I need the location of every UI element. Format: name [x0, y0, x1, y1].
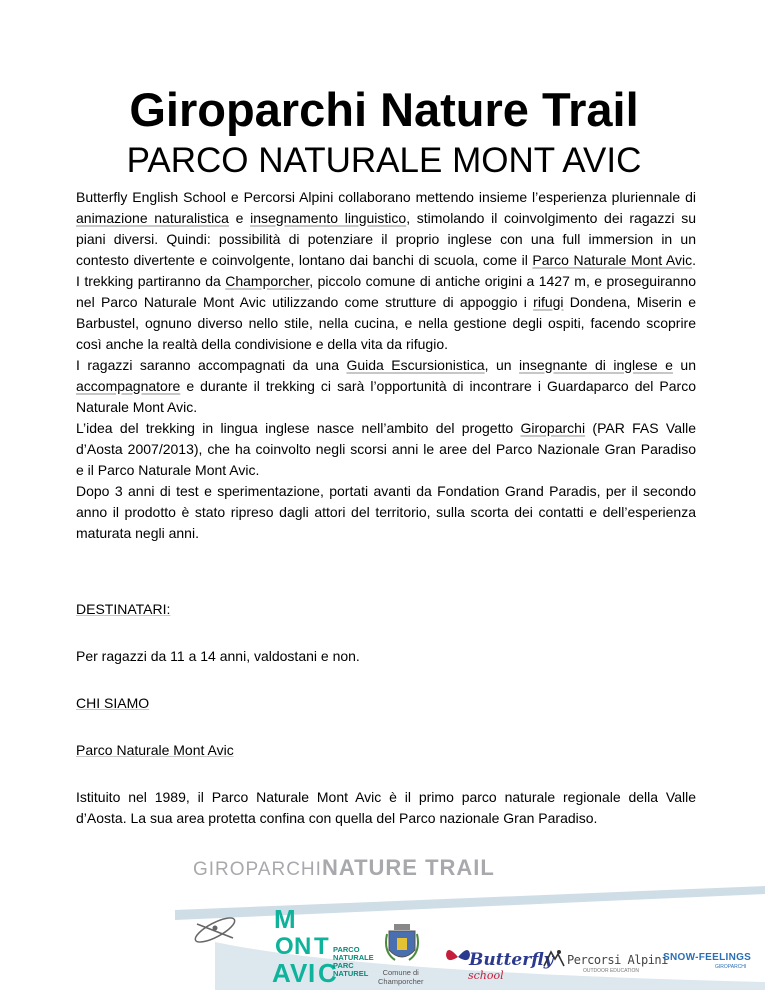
destinatari-text: Per ragazzi da 11 a 14 anni, valdostani e non. [76, 648, 360, 664]
highlighted-term: Parco Naturale Mont Avic [532, 252, 693, 268]
intro-line [76, 439, 696, 460]
park-heading: Parco Naturale Mont Avic [76, 742, 234, 758]
text-run: e il Parco Naturale Mont Avic. [76, 462, 260, 478]
text-run: Dondena, Miserin e [563, 294, 696, 310]
footer-banner-title [193, 855, 495, 881]
highlighted-term: rifugi [533, 294, 564, 310]
park-logo-letter: C [318, 958, 337, 988]
highlighted-term: animazione naturalistica [76, 210, 229, 226]
text-run: piani diversi. Quindi: possibilità di potenziare il proprio inglese con una full immersion in un [76, 231, 696, 247]
text-run: anno il prodotto è stato ripreso dagli attori del territorio, sulla scorta dei contatti e dell’esperienza [76, 504, 696, 520]
butterfly-icon [445, 946, 471, 968]
destinatari-heading: DESTINATARI: [76, 601, 171, 617]
intro-line [76, 334, 696, 355]
highlighted-term: Champorcher [225, 273, 310, 289]
park-logo-letter: N [294, 933, 312, 960]
park-description [76, 787, 696, 829]
intro-line [76, 313, 696, 334]
text-run: un [672, 357, 696, 373]
park-logo-letter: T [314, 933, 329, 960]
intro-line [76, 250, 696, 271]
highlighted-term: Giroparchi [520, 420, 586, 436]
text-run: contesto divertente e coinvolgente, lontano dai banchi di scuola, come il [76, 252, 533, 268]
text-run: Butterfly English School e Percorsi Alpini collaborano mettendo insieme l’esperienza pluriennale di [76, 189, 696, 205]
park-logo-letter: A [272, 958, 291, 988]
text-run: , un [484, 357, 520, 373]
text-run: I trekking partiranno da [76, 273, 226, 289]
text-run: Barbustel, ognuno diverso nello stile, nella cucina, e nella gestione degli ospiti, facendo scoprire [76, 315, 696, 331]
intro-line [76, 229, 696, 250]
park-logo-side-text [333, 946, 374, 978]
comune-name [378, 968, 423, 986]
intro-line [76, 187, 696, 208]
highlighted-term: insegnamento linguistico [250, 210, 407, 226]
park-side-line: PARCO [333, 945, 360, 954]
intro-line [76, 460, 696, 481]
intro-line [76, 397, 696, 418]
text-run: Dopo 3 anni di test e sperimentazione, portati avanti da Fondation Grand Paradis, per il secondo [76, 483, 696, 499]
text-run: . [692, 252, 696, 268]
percorsi-alpini-sub: OUTDOOR EDUCATION [583, 968, 640, 974]
highlighted-term: insegnante di inglese e [519, 357, 673, 373]
comune-line: Champorcher [378, 977, 424, 986]
intro-line [76, 271, 696, 292]
intro-line [76, 292, 696, 313]
text-run: I ragazzi saranno accompagnati da una [76, 357, 347, 373]
text-run: (PAR FAS Valle [585, 420, 697, 436]
document-subtitle: PARCO NATURALE MONT AVIC [126, 141, 642, 180]
intro-line [76, 502, 696, 523]
comune-line: Comune di [382, 968, 419, 977]
intro-paragraphs [76, 187, 696, 544]
text-run: , stimolando il coinvolgimento dei ragazzi su [406, 210, 696, 226]
park-logo-letter: V [290, 958, 308, 988]
park-logo-letter: O [275, 933, 294, 960]
intro-line [76, 208, 696, 229]
document-title: Giroparchi Nature Trail [129, 83, 639, 136]
text-run: d’Aosta 2007/2013), che ha coinvolto negli scorsi anni le aree del Parco Nazionale Gran Paradiso [76, 441, 696, 457]
park-logo-letter: M [274, 904, 296, 934]
footer-logos [175, 852, 765, 992]
intro-line [76, 418, 696, 439]
park-side-line: NATURALE [333, 953, 374, 962]
highlighted-term: accompagnatore [76, 378, 181, 394]
highlighted-term: Guida Escursionistica [346, 357, 485, 373]
percorsi-alpini-text: Percorsi Alpini [567, 953, 668, 967]
intro-line [76, 355, 696, 376]
snow-feelings-sub: GIROPARCHI [715, 964, 747, 970]
text-run: nel Parco Naturale Mont Avic utilizzando come strutture di appoggio i [76, 294, 534, 310]
percorsi-alpini-icon [543, 948, 565, 968]
intro-line [76, 523, 696, 544]
text-run: e durante il trekking ci sarà l’opportunità di incontrare i Guardaparco del Parco [180, 378, 696, 394]
intro-line [76, 481, 696, 502]
park-line: d’Aosta. La sua area protetta confina con quella del Parco nazionale Gran Paradiso. [76, 810, 598, 826]
text-run: maturata negli anni. [76, 525, 199, 541]
snow-feelings-text: SNOW-FEELINGS [663, 952, 752, 963]
text-run: , piccolo comune di antiche origini a 1427 m, e proseguiranno [309, 273, 696, 289]
park-logo-letter: I [308, 958, 316, 988]
park-side-line: PARC [333, 961, 354, 970]
butterfly-logo-text: Butterfly [469, 950, 554, 970]
banner-light-text: GIROPARCHI [193, 859, 322, 880]
park-side-line: NATUREL [333, 969, 369, 978]
intro-line [76, 376, 696, 397]
comune-crest-icon [385, 922, 419, 966]
text-run: così anche la realtà della condivisione e della vita da rifugio. [76, 336, 449, 352]
butterfly-logo-sub: school [468, 969, 504, 982]
mont-avic-logo [270, 902, 342, 988]
banner-bold-text: NATURE TRAIL [321, 855, 495, 880]
chi-siamo-heading: CHI SIAMO [76, 695, 150, 711]
text-run: Naturale Mont Avic. [76, 399, 198, 415]
text-run: e [228, 210, 251, 226]
park-line: Istituito nel 1989, il Parco Naturale Mont Avic è il primo parco naturale regionale della Valle [76, 789, 696, 805]
text-run: L’idea del trekking in lingua inglese nasce nell’ambito del progetto [76, 420, 521, 436]
